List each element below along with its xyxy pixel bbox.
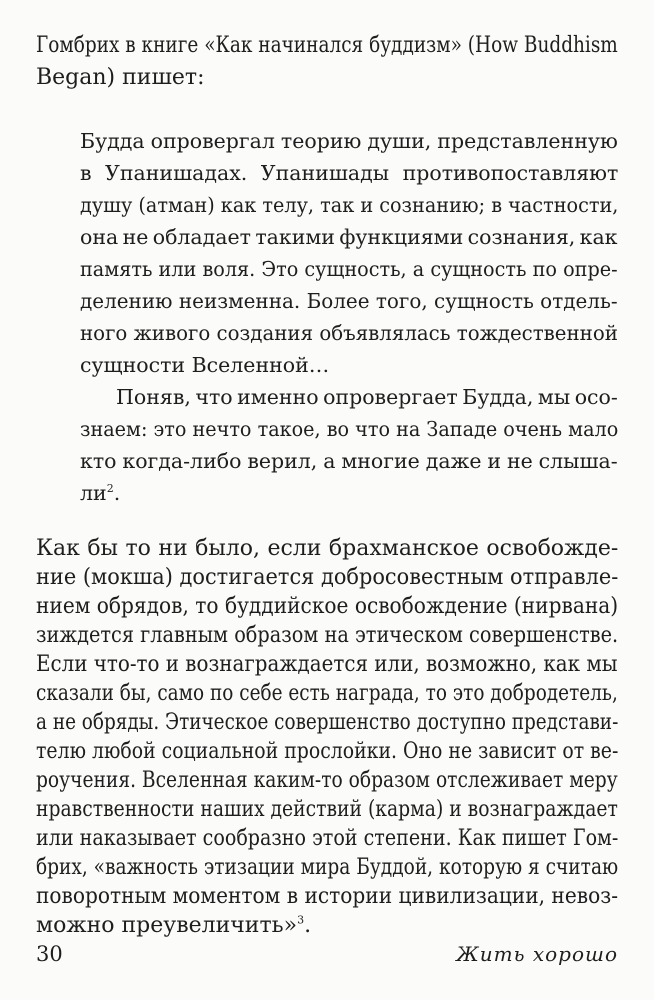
body-line-11: или наказывает сообразно этой степени. Как пишет Гом-	[36, 826, 619, 851]
body-line-10: нравственности наших действий (карма) и вознаграждает	[36, 797, 618, 822]
quote-line-11: кто когда-либо верил, а многие даже и не слыша-	[80, 449, 618, 473]
quote-line-12-text: ли	[80, 481, 107, 505]
body-line-8: телю любой социальной прослойки. Оно не зависит от ве-	[36, 739, 619, 764]
quote-line-9: Поняв, что именно опровергает Будда, мы осо-	[116, 385, 618, 409]
body-line-3: нием обрядов, то буддийское освобождение (нирвана)	[36, 594, 619, 619]
body-line-2: ние (мокша) достигается добросовестным отправле-	[36, 565, 619, 590]
footnote-marker-2: 2	[106, 482, 114, 496]
body-line-7: а не обряды. Этическое совершенство доступно представи-	[36, 710, 619, 735]
quote-line-1: Будда опровергал теорию души, представленную	[80, 129, 618, 153]
body-line-14-text: можно преувеличить»	[36, 913, 298, 938]
body-line-14-end: .	[304, 913, 312, 938]
body-line-14	[36, 912, 311, 940]
quote-line-5: память или воля. Это сущность, а сущность по опре-	[80, 257, 618, 281]
quote-line-7: ного живого создания объявлялась тождественной	[80, 321, 618, 345]
quote-line-4: она не обладает такими функциями сознания, как	[80, 225, 618, 249]
body-line-5: Если что-то и вознаграждается или, возможно, как мы	[36, 652, 618, 677]
body-line-12: брих, «важность этизации мира Буддой, которую я считаю	[36, 855, 619, 880]
intro-line-2: Began) пишет:	[36, 65, 205, 90]
footnote-marker-3: 3	[297, 913, 305, 927]
quote-line-8: сущности Вселенной…	[80, 353, 330, 377]
body-line-1: Как бы то ни было, если брахманское освобожде-	[36, 536, 619, 561]
quote-line-10: знаем: это нечто такое, во что на Западе очень мало	[80, 417, 619, 441]
quote-line-12	[80, 479, 120, 507]
page-number: 30	[36, 942, 63, 966]
quote-line-12-end: .	[113, 481, 121, 505]
quote-line-2: в Упанишадах. Упанишады противопоставляют	[80, 161, 619, 185]
running-title: Жить хорошо	[456, 942, 618, 966]
body-line-4: зиждется главным образом на этическом совершенстве.	[36, 623, 619, 648]
body-line-9: роучения. Вселенная каким-то образом отслеживает меру	[36, 768, 618, 793]
quote-line-6: делению неизменна. Более того, сущность отдель-	[80, 289, 618, 313]
body-line-6: сказали бы, само по себе есть награда, то это добродетель,	[36, 681, 618, 706]
quote-line-3: душу (атман) как телу, так и сознанию; в частности,	[80, 193, 619, 217]
intro-line-1: Гомбрих в книге «Как начинался буддизм» (How Buddhism	[36, 33, 618, 58]
body-line-13: поворотным моментом в истории цивилизации, невоз-	[36, 884, 618, 909]
